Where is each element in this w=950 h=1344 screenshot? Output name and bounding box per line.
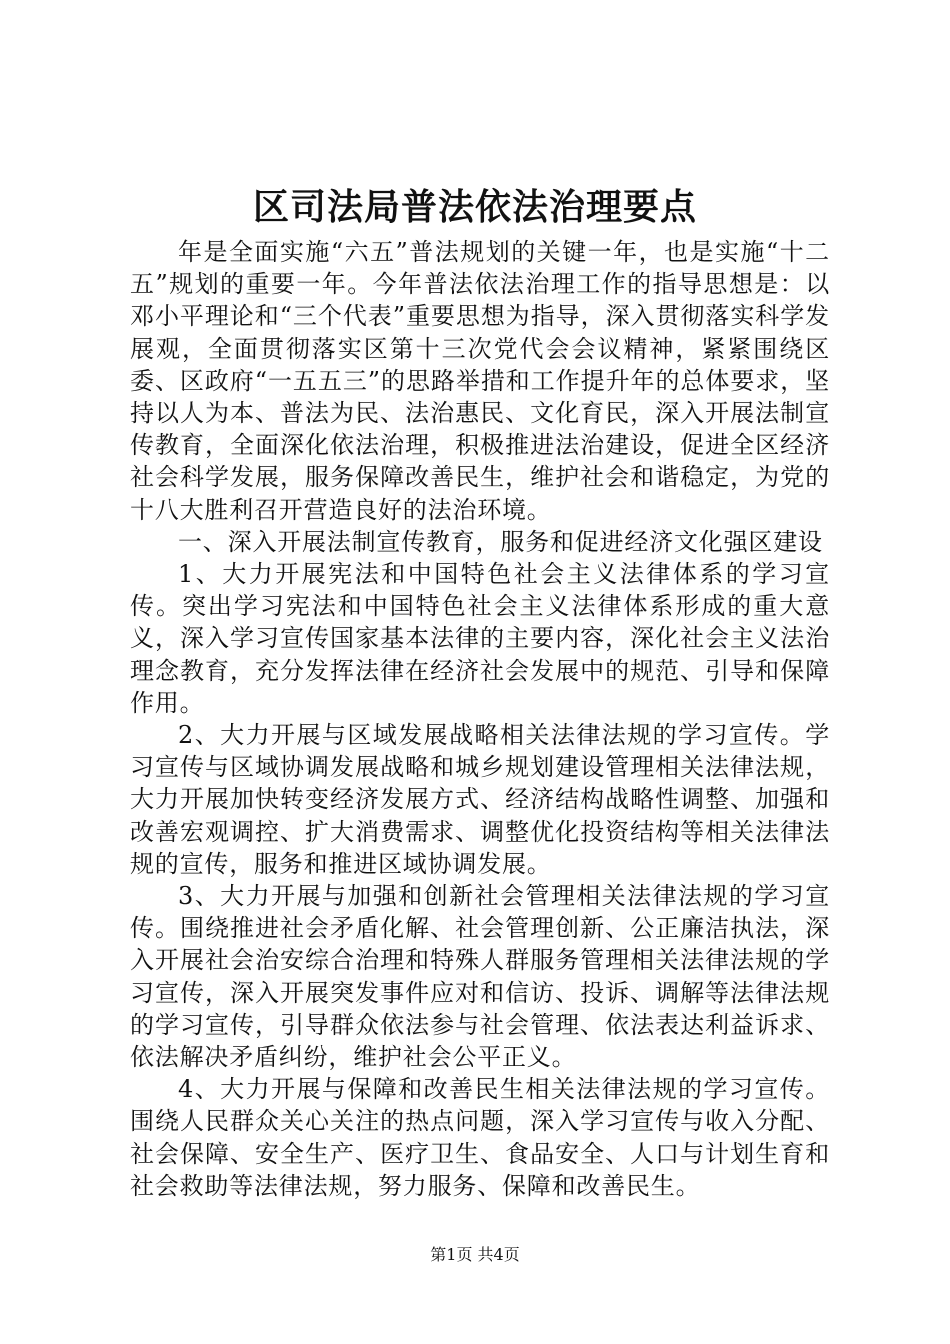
item-paragraph-1: 1、大力开展宪法和中国特色社会主义法律体系的学习宣传。突出学习宪法和中国特色社会主义法律体系形成的重大意义，深入学习宣传国家基本法律的主要内容，深化社会主义法治理念教育，充分发挥法律在经济社会发展中的规范、引导和保障作用。 [130,560,830,717]
item-paragraph-4: 4、大力开展与保障和改善民生相关法律法规的学习宣传。围绕人民群众关心关注的热点问题，深入学习宣传与收入分配、社会保障、安全生产、医疗卫生、食品安全、人口与计划生育和社会救助等法律法规，努力服务、保障和改善民生。 [130,1075,830,1200]
section-heading-1: 一、深入开展法制宣传教育，服务和促进经济文化强区建设 [178,527,823,556]
document-title: 区司法局普法依法治理要点 [252,186,697,228]
item-paragraph-3: 3、大力开展与加强和创新社会管理相关法律法规的学习宣传。围绕推进社会矛盾化解、社会管理创新、公正廉洁执法，深入开展社会治安综合治理和特殊人群服务管理相关法律法规的学习宣传，深入开展突发事件应对和信访、投诉、调解等法律法规的学习宣传，引导群众依法参与社会管理、依法表达利益诉求、依法解决矛盾纠纷，维护社会公平正义。 [130,882,830,1072]
intro-paragraph: 年是全面实施“六五”普法规划的关键一年，也是实施“十二五”规划的重要一年。今年普法依法治理工作的指导思想是：以邓小平理论和“三个代表”重要思想为指导，深入贯彻落实科学发展观，全面贯彻落实区第十三次党代会会议精神，紧紧围绕区委、区政府“一五五三”的思路举措和工作提升年的总体要求，坚持以人为本、普法为民、法治惠民、文化育民，深入开展法制宣传教育，全面深化依法治理，积极推进法治建设，促进全区经济社会科学发展，服务保障改善民生，维护社会和谐稳定，为党的十八大胜利召开营造良好的法治环境。 [130,238,830,524]
item-paragraph-2: 2、大力开展与区域发展战略相关法律法规的学习宣传。学习宣传与区域协调发展战略和城乡规划建设管理相关法律法规，大力开展加快转变经济发展方式、经济结构战略性调整、加强和改善宏观调控、扩大消费需求、调整优化投资结构等相关法律法规的宣传，服务和推进区域协调发展。 [130,721,830,878]
document-body [130,236,830,1202]
page-number-footer: 第1页 共4页 [430,1245,520,1264]
